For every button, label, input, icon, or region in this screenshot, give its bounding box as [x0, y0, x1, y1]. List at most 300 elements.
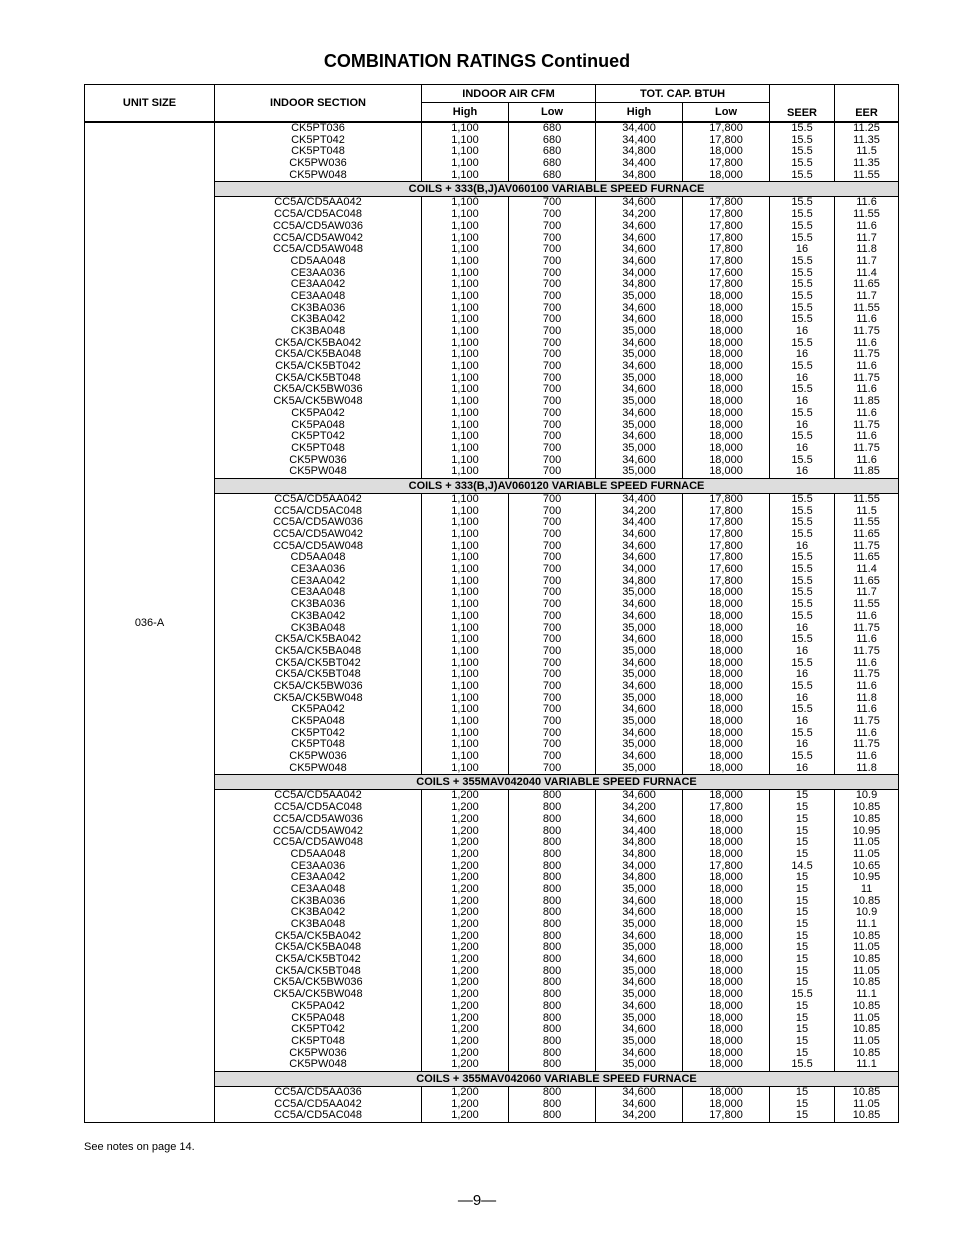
header-seer: SEER — [770, 85, 835, 123]
cell-value: 1,100 — [451, 563, 479, 576]
cell-value: 1,100 — [451, 278, 479, 291]
cell-value: 10.85 — [852, 1023, 881, 1036]
cell-value: 11.6 — [856, 703, 877, 716]
cell-value: CC5A/CD5AW036 — [272, 516, 364, 529]
cell-value: 35,000 — [622, 1034, 656, 1047]
cell-value: 700 — [542, 598, 562, 611]
cell-value: 11.75 — [853, 418, 880, 431]
cell-value: 34,600 — [622, 1023, 656, 1036]
cell-value: 18,000 — [709, 360, 743, 373]
cell-value: 17,800 — [709, 859, 743, 872]
cell-value: 18,000 — [709, 836, 743, 849]
cell-value: CK3BA042 — [290, 609, 346, 622]
cell-value: 17,600 — [709, 266, 743, 279]
cell-value: CK3BA036 — [290, 894, 346, 907]
cell-value: 1,100 — [451, 598, 479, 611]
cell-value: 1,200 — [451, 859, 479, 872]
cell-value: 18,000 — [709, 871, 743, 884]
cell-value: 11.6 — [856, 750, 877, 763]
cell-value: CK5A/CK5BT042 — [275, 360, 361, 373]
header-tot-cap-btuh: TOT. CAP. BTUH — [596, 85, 770, 103]
cell-value: 1,100 — [451, 668, 479, 681]
cell-value: 700 — [542, 418, 562, 431]
cell-value: 16 — [795, 418, 809, 431]
cell-value: CC5A/CD5AW048 — [272, 836, 364, 849]
cell-value: 700 — [542, 750, 562, 763]
cell-value: 1,100 — [451, 621, 479, 634]
cell-value: 18,000 — [709, 644, 743, 657]
cell-value: 1,100 — [451, 157, 479, 170]
cell-value: 680 — [542, 122, 562, 134]
cell-value: 15 — [795, 789, 809, 802]
cell-value: 34,600 — [622, 609, 656, 622]
cell-value: CK3BA042 — [290, 906, 346, 919]
cell-value: 800 — [542, 1109, 562, 1122]
cell-value: 1,100 — [451, 750, 479, 763]
cell-value: 1,100 — [451, 325, 479, 337]
cell-value: CC5A/CD5AA042 — [274, 1097, 362, 1110]
cell-value: 35,000 — [622, 738, 656, 751]
cell-value: CC5A/CD5AW042 — [272, 528, 364, 540]
cell-value: CK5PW036 — [289, 157, 347, 170]
cell-value: 1,100 — [451, 738, 479, 751]
cell-value: CK5PW048 — [289, 1058, 347, 1071]
cell-value: 11.05 — [853, 1097, 880, 1110]
cell-value: 1,100 — [451, 539, 479, 552]
cell-value: CK3BA048 — [290, 325, 346, 337]
column-cell — [215, 493, 422, 775]
cell-value: 35,000 — [622, 761, 656, 774]
cell-value: 34,600 — [622, 196, 656, 209]
cell-value: 11.85 — [853, 465, 880, 478]
cell-value: 15.5 — [791, 313, 813, 326]
cell-value: 15.5 — [791, 430, 813, 443]
cell-value: 1,100 — [451, 609, 479, 622]
cell-value: 34,400 — [622, 824, 656, 837]
cell-value: 11.4 — [856, 266, 877, 279]
cell-value: 34,200 — [622, 504, 656, 517]
cell-value: 1,100 — [451, 122, 479, 134]
cell-value: 800 — [542, 929, 562, 942]
cell-value: CK5A/CK5BW036 — [273, 976, 363, 989]
cell-value: CK5A/CK5BW048 — [273, 395, 363, 408]
cell-value: 17,800 — [709, 528, 743, 540]
cell-value: CD5AA048 — [290, 254, 346, 267]
cell-value: 18,000 — [709, 453, 743, 466]
cell-value: 700 — [542, 360, 562, 373]
cell-value: 16 — [795, 621, 809, 634]
cell-value: 11.5 — [856, 145, 877, 158]
cell-value: CK3BA042 — [290, 313, 346, 326]
cell-value: CC5A/CD5AW048 — [272, 243, 364, 256]
notes: See notes on page 14. — [84, 1141, 195, 1153]
cell-value: 18,000 — [709, 301, 743, 314]
column-cell — [596, 197, 683, 479]
cell-value: 17,800 — [709, 1109, 743, 1122]
cell-value: 700 — [542, 231, 562, 244]
cell-value: 11.65 — [853, 551, 880, 564]
cell-value: 1,100 — [451, 301, 479, 314]
cell-value: CK5A/CK5BW036 — [273, 383, 363, 396]
cell-value: 1,200 — [451, 941, 479, 954]
cell-value: 15.5 — [791, 196, 813, 209]
cell-value: 34,600 — [622, 313, 656, 326]
cell-value: 800 — [542, 988, 562, 1001]
cell-value: 700 — [542, 196, 562, 209]
cell-value: 17,800 — [709, 231, 743, 244]
cell-value: 1,200 — [451, 929, 479, 942]
cell-value: 800 — [542, 871, 562, 884]
cell-value: 34,200 — [622, 1109, 656, 1122]
cell-value: 17,800 — [709, 551, 743, 564]
cell-value: 800 — [542, 894, 562, 907]
cell-value: 700 — [542, 254, 562, 267]
cell-value: 18,000 — [709, 976, 743, 989]
cell-value: 18,000 — [709, 847, 743, 860]
cell-value: 11.6 — [856, 313, 877, 326]
cell-value: 17,800 — [709, 243, 743, 256]
cell-value: CK5A/CK5BW048 — [273, 988, 363, 1001]
furnace-band-label: COILS + 333(B,J)AV060120 VARIABLE SPEED FURNACE — [215, 478, 899, 493]
cell-value: 1,200 — [451, 847, 479, 860]
cell-value: 15.5 — [791, 122, 813, 134]
cell-value: 15 — [795, 1046, 809, 1059]
cell-value: 16 — [795, 395, 809, 408]
cell-value: 11.05 — [853, 1011, 880, 1024]
cell-value: CE3AA048 — [290, 289, 346, 302]
cell-value: 16 — [795, 761, 809, 774]
cell-value: 1,200 — [451, 836, 479, 849]
cell-value: 18,000 — [709, 988, 743, 1001]
cell-value: 800 — [542, 953, 562, 966]
column-cell — [422, 493, 509, 775]
cell-value: 10.95 — [852, 824, 881, 837]
cell-value: 11.55 — [853, 516, 880, 529]
cell-value: 11.75 — [853, 325, 880, 337]
cell-value: 11.7 — [856, 289, 877, 302]
cell-value: 700 — [542, 551, 562, 564]
cell-value: CE3AA036 — [290, 859, 346, 872]
cell-value: 18,000 — [709, 621, 743, 634]
cell-value: 17,800 — [709, 504, 743, 517]
cell-value: 18,000 — [709, 418, 743, 431]
cell-value: 34,600 — [622, 633, 656, 646]
cell-value: 10.65 — [852, 859, 881, 872]
cell-value: 15.5 — [791, 231, 813, 244]
cell-value: 1,100 — [451, 465, 479, 478]
cell-value: 15 — [795, 1023, 809, 1036]
cell-value: 34,800 — [622, 145, 656, 158]
cell-value: 34,600 — [622, 703, 656, 716]
cell-value: 700 — [542, 539, 562, 552]
cell-value: 18,000 — [709, 691, 743, 704]
cell-value: 35,000 — [622, 691, 656, 704]
cell-value: 1,100 — [451, 145, 479, 158]
cell-value: 34,600 — [622, 1097, 656, 1110]
cell-value: 800 — [542, 918, 562, 930]
cell-value: CE3AA036 — [290, 266, 346, 279]
cell-value: 680 — [542, 145, 562, 158]
cell-value: 15.5 — [791, 504, 813, 517]
cell-value: 35,000 — [622, 348, 656, 361]
cell-value: 700 — [542, 336, 562, 349]
cell-value: 10.9 — [855, 789, 878, 802]
cell-value: 15 — [795, 906, 809, 919]
cell-value: CC5A/CD5AW048 — [272, 539, 364, 552]
cell-value: 15.5 — [791, 574, 813, 587]
cell-value: CC5A/CD5AA036 — [274, 1086, 362, 1098]
cell-value: 15.5 — [791, 336, 813, 349]
cell-value: 680 — [542, 133, 562, 146]
cell-value: CK3BA048 — [290, 621, 346, 634]
cell-value: 17,800 — [709, 208, 743, 221]
cell-value: 15.5 — [791, 219, 813, 232]
cell-value: 700 — [542, 465, 562, 478]
cell-value: 35,000 — [622, 1011, 656, 1024]
cell-value: 11.6 — [856, 656, 877, 669]
cell-value: 700 — [542, 208, 562, 221]
cell-value: 18,000 — [709, 145, 743, 158]
cell-value: 800 — [542, 836, 562, 849]
cell-value: 15.5 — [791, 750, 813, 763]
column-cell — [215, 1086, 422, 1122]
cell-value: 15.5 — [791, 157, 813, 170]
cell-value: 700 — [542, 243, 562, 256]
cell-value: 1,100 — [451, 395, 479, 408]
cell-value: 800 — [542, 964, 562, 977]
cell-value: 1,200 — [451, 1109, 479, 1122]
cell-value: 18,000 — [709, 824, 743, 837]
cell-value: CC5A/CD5AA042 — [274, 493, 362, 505]
cell-value: 11.6 — [856, 383, 877, 396]
header-cfm-low: Low — [509, 103, 596, 122]
cell-value: 700 — [542, 441, 562, 454]
cell-value: 11.6 — [856, 609, 877, 622]
cell-value: 1,100 — [451, 633, 479, 646]
cell-value: 1,200 — [451, 976, 479, 989]
cell-value: 1,100 — [451, 133, 479, 146]
cell-value: 1,100 — [451, 219, 479, 232]
cell-value: CE3AA042 — [290, 278, 346, 291]
cell-value: 11.35 — [853, 157, 880, 170]
cell-value: 800 — [542, 976, 562, 989]
cell-value: 18,000 — [709, 750, 743, 763]
column-cell — [683, 493, 770, 775]
cell-value: 11.75 — [853, 371, 880, 384]
cell-value: 15.5 — [791, 145, 813, 158]
cell-value: 10.85 — [852, 812, 881, 825]
cell-value: 1,200 — [451, 1034, 479, 1047]
cell-value: CK5A/CK5BT048 — [275, 668, 361, 681]
cell-value: 16 — [795, 243, 809, 256]
cell-value: 18,000 — [709, 325, 743, 337]
cell-value: 11.55 — [853, 168, 880, 181]
cell-value: 35,000 — [622, 621, 656, 634]
cell-value: 1,100 — [451, 504, 479, 517]
cell-value: CK5PT042 — [291, 1023, 345, 1036]
cell-value: 17,800 — [709, 219, 743, 232]
cell-value: 11.8 — [856, 243, 877, 256]
cell-value: 15.5 — [791, 609, 813, 622]
cell-value: 34,600 — [622, 1086, 656, 1098]
cell-value: 1,200 — [451, 882, 479, 895]
cell-value: 11.6 — [856, 726, 877, 739]
cell-value: 18,000 — [709, 336, 743, 349]
cell-value: 11.05 — [853, 1034, 880, 1047]
column-cell — [422, 790, 509, 1072]
cell-value: 10.85 — [852, 929, 881, 942]
cell-value: 16 — [795, 371, 809, 384]
cell-value: 700 — [542, 371, 562, 384]
cell-value: CK5PA048 — [291, 418, 345, 431]
cell-value: 18,000 — [709, 1046, 743, 1059]
cell-value: 1,100 — [451, 418, 479, 431]
cell-value: 18,000 — [709, 1034, 743, 1047]
cell-value: 800 — [542, 824, 562, 837]
cell-value: 34,600 — [622, 894, 656, 907]
cell-value: 10.85 — [852, 976, 881, 989]
cell-value: 1,100 — [451, 691, 479, 704]
cell-value: CK3BA036 — [290, 598, 346, 611]
cell-value: 15.5 — [791, 563, 813, 576]
cell-value: 35,000 — [622, 1058, 656, 1071]
cell-value: 11 — [860, 882, 873, 895]
cell-value: 700 — [542, 563, 562, 576]
cell-value: CC5A/CD5AC048 — [273, 801, 363, 814]
cell-value: 1,100 — [451, 266, 479, 279]
cell-value: 11.75 — [853, 715, 880, 727]
cell-value: CE3AA048 — [290, 586, 346, 599]
cell-value: 1,100 — [451, 453, 479, 466]
cell-value: 1,100 — [451, 715, 479, 727]
cell-value: 11.75 — [853, 668, 880, 681]
cell-value: 18,000 — [709, 703, 743, 716]
cell-value: 34,600 — [622, 528, 656, 540]
cell-value: 17,800 — [709, 493, 743, 505]
cell-value: 18,000 — [709, 1023, 743, 1036]
cell-value: 800 — [542, 1086, 562, 1098]
cell-value: 16 — [795, 348, 809, 361]
cell-value: CK5PT042 — [291, 133, 345, 146]
cell-value: 15.5 — [791, 703, 813, 716]
cell-value: 18,000 — [709, 406, 743, 419]
cell-value: CC5A/CD5AW036 — [272, 812, 364, 825]
cell-value: 1,100 — [451, 168, 479, 181]
cell-value: 11.65 — [853, 574, 880, 587]
cell-value: 18,000 — [709, 430, 743, 443]
cell-value: CE3AA048 — [290, 882, 346, 895]
cell-value: 18,000 — [709, 953, 743, 966]
cell-value: 1,100 — [451, 551, 479, 564]
header-btuh-high: High — [596, 103, 683, 122]
cell-value: 700 — [542, 453, 562, 466]
cell-value: 34,800 — [622, 871, 656, 884]
cell-value: 11.6 — [856, 679, 877, 692]
column-cell — [683, 1086, 770, 1122]
cell-value: 34,600 — [622, 679, 656, 692]
cell-value: CK5A/CK5BW048 — [273, 691, 363, 704]
cell-value: 34,600 — [622, 430, 656, 443]
cell-value: 680 — [542, 157, 562, 170]
column-cell — [770, 197, 835, 479]
cell-value: 35,000 — [622, 441, 656, 454]
cell-value: 34,600 — [622, 254, 656, 267]
page-title: COMBINATION RATINGS Continued — [323, 51, 631, 71]
cell-value: 16 — [795, 738, 809, 751]
cell-value: 800 — [542, 882, 562, 895]
cell-value: 15.5 — [791, 1058, 813, 1071]
cell-value: 10.85 — [852, 953, 881, 966]
cell-value: 18,000 — [709, 465, 743, 478]
cell-value: 34,000 — [622, 266, 656, 279]
cell-value: 11.7 — [856, 254, 877, 267]
cell-value: 700 — [542, 574, 562, 587]
cell-value: 1,200 — [451, 1023, 479, 1036]
cell-value: 34,400 — [622, 133, 656, 146]
column-cell — [509, 122, 596, 182]
cell-value: 800 — [542, 801, 562, 814]
cell-value: 18,000 — [709, 348, 743, 361]
cell-value: 1,200 — [451, 918, 479, 930]
cell-value: 18,000 — [709, 789, 743, 802]
cell-value: 18,000 — [709, 882, 743, 895]
cell-value: 700 — [542, 383, 562, 396]
cell-value: 34,600 — [622, 1046, 656, 1059]
cell-value: 18,000 — [709, 918, 743, 930]
cell-value: 11.6 — [856, 219, 877, 232]
cell-value: 11.6 — [856, 336, 877, 349]
cell-value: CD5AA048 — [290, 551, 346, 564]
cell-value: 35,000 — [622, 418, 656, 431]
cell-value: 34,600 — [622, 789, 656, 802]
cell-value: 17,800 — [709, 133, 743, 146]
cell-value: 1,200 — [451, 906, 479, 919]
cell-value: 1,100 — [451, 528, 479, 540]
cell-value: 16 — [795, 691, 809, 704]
cell-value: 700 — [542, 493, 562, 505]
cell-value: 34,600 — [622, 406, 656, 419]
cell-value: 11.55 — [853, 208, 880, 221]
cell-value: 34,600 — [622, 929, 656, 942]
cell-value: 11.75 — [853, 441, 880, 454]
cell-value: 11.7 — [856, 231, 877, 244]
cell-value: CK5PA042 — [291, 406, 345, 419]
cell-value: 800 — [542, 789, 562, 802]
table-row — [85, 122, 899, 182]
cell-value: 15 — [795, 812, 809, 825]
cell-value: 15.5 — [791, 383, 813, 396]
column-cell — [683, 122, 770, 182]
cell-value: 15 — [795, 1109, 809, 1122]
cell-value: 15 — [795, 1086, 809, 1098]
cell-value: 11.8 — [856, 761, 877, 774]
header-indoor-section: INDOOR SECTION — [215, 85, 422, 123]
cell-value: 18,000 — [709, 964, 743, 977]
cell-value: 11.6 — [856, 633, 877, 646]
cell-value: 1,200 — [451, 1097, 479, 1110]
page-number: —9— — [457, 1192, 497, 1209]
cell-value: 18,000 — [709, 726, 743, 739]
cell-value: 700 — [542, 738, 562, 751]
cell-value: 18,000 — [709, 1097, 743, 1110]
cell-value: 11.85 — [853, 395, 880, 408]
cell-value: CK5PW048 — [289, 168, 347, 181]
cell-value: 700 — [542, 289, 562, 302]
cell-value: 34,600 — [622, 598, 656, 611]
column-cell — [422, 1086, 509, 1122]
cell-value: 34,600 — [622, 243, 656, 256]
cell-value: 11.75 — [853, 738, 880, 751]
